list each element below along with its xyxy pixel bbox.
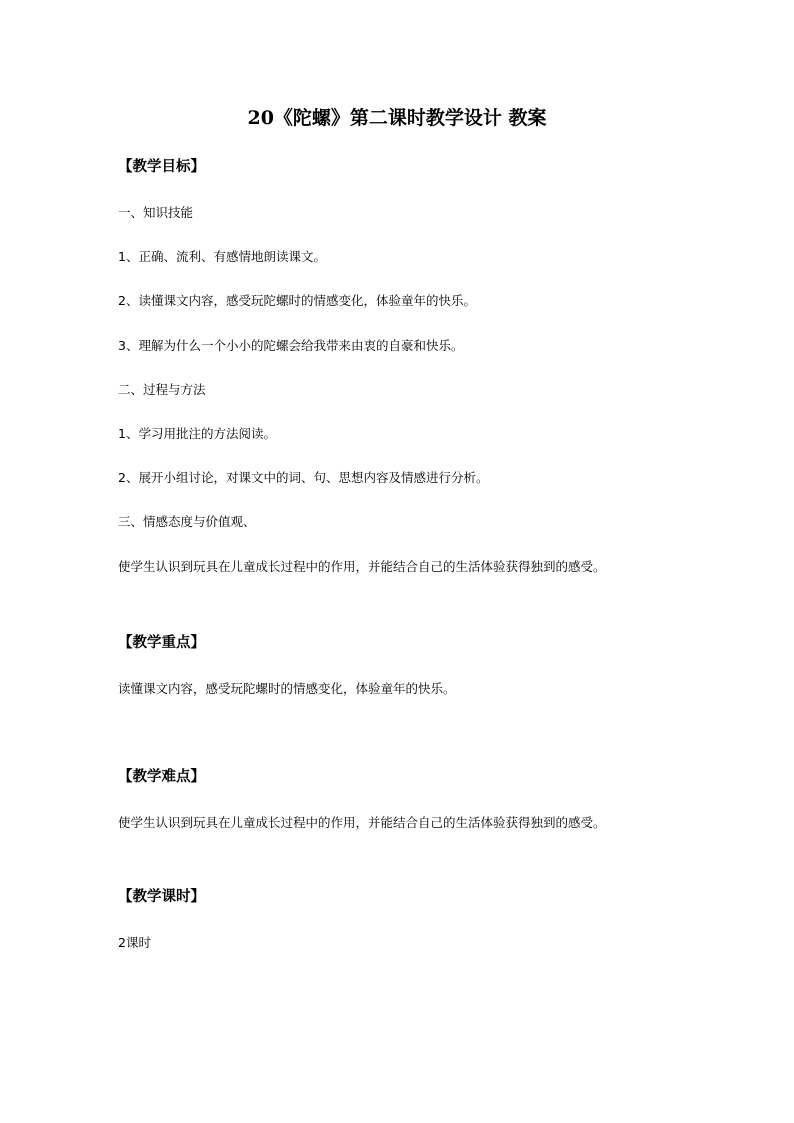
class-hours-text: 2课时	[118, 935, 151, 950]
subheading-emotion-values: 三、情感态度与价值观、	[118, 514, 256, 529]
document-title: 20《陀螺》第二课时教学设计 教案	[247, 107, 547, 129]
objective-item: 2、展开小组讨论，对课文中的词、句、思想内容及情感进行分析。	[118, 470, 489, 485]
section-heading-key-points: 【教学重点】	[118, 635, 205, 651]
section-heading-objectives: 【教学目标】	[118, 159, 205, 175]
subheading-knowledge-skills: 一、知识技能	[118, 205, 194, 220]
section-heading-difficulties: 【教学难点】	[118, 769, 205, 785]
section-heading-class-hours: 【教学课时】	[118, 889, 205, 905]
objective-item: 1、正确、流利、有感情地朗读课文。	[118, 249, 326, 264]
difficulties-text: 使学生认识到玩具在儿童成长过程中的作用，并能结合自己的生活体验获得独到的感受。	[118, 815, 606, 830]
key-points-text: 读懂课文内容，感受玩陀螺时的情感变化，体验童年的快乐。	[118, 681, 456, 696]
subheading-process-methods: 二、过程与方法	[118, 382, 206, 397]
objective-item: 2、读懂课文内容，感受玩陀螺时的情感变化，体验童年的快乐。	[118, 293, 476, 308]
objective-text: 使学生认识到玩具在儿童成长过程中的作用，并能结合自己的生活体验获得独到的感受。	[118, 559, 606, 574]
objective-item: 3、理解为什么一个小小的陀螺会给我带来由衷的自豪和快乐。	[118, 338, 464, 353]
objective-item: 1、学习用批注的方法阅读。	[118, 426, 276, 441]
